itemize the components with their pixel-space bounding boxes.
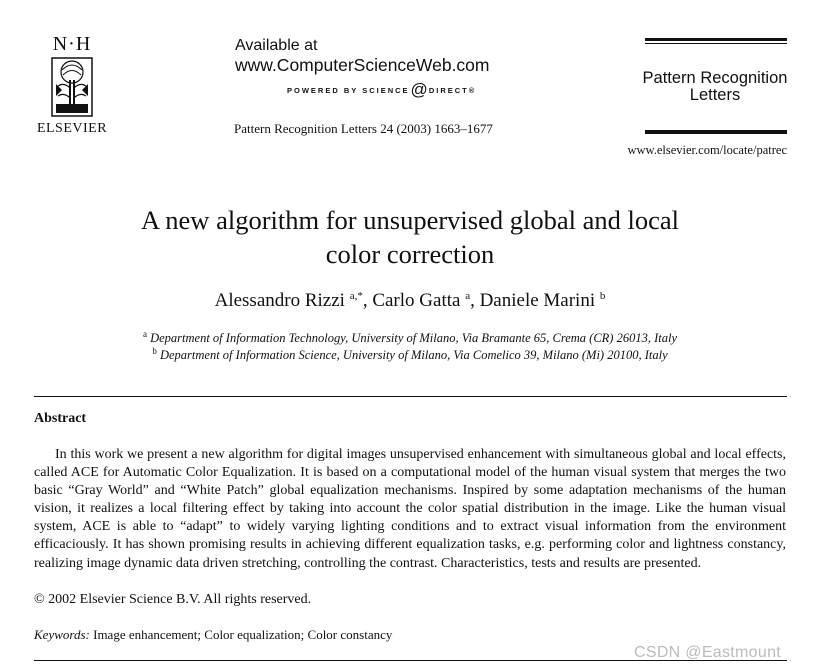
abstract-heading: Abstract [34,411,87,426]
copyright-notice: © 2002 Elsevier Science B.V. All rights reserved. [34,592,312,607]
publisher-logo [34,34,110,137]
author-affiliation-mark: a,* [349,290,363,302]
available-at-text: Available at [235,37,318,54]
header-rule-bottom [645,128,787,134]
powered-by-suffix: DIRECT® [428,86,477,95]
author-name: Alessandro Rizzi [214,290,345,311]
paper-title [60,203,760,271]
affiliation-text: Department of Information Technology, University of Milano, Via Bramante 65, Crema (CR) 26013, Italy [150,331,678,345]
abstract-divider [34,396,787,397]
csdn-watermark: CSDN @Eastmount [634,644,782,661]
affiliation-mark: b [152,346,157,356]
journal-citation: Pattern Recognition Letters 24 (2003) 1663–1677 [234,121,493,136]
logo-nh-text: N·H [52,33,92,55]
author-affiliation-mark: b [599,290,606,302]
keywords-list: Image enhancement; Color equalization; Color constancy [93,627,393,642]
title-line2: color correction [325,239,495,269]
journal-name-line2: Letters [689,86,741,104]
science-direct-at-icon: @ [410,80,428,99]
keywords-line [34,627,392,643]
affiliation-mark: a [142,329,147,339]
abstract-body: In this work we present a new algorithm for digital images unsupervised enhancement with simultaneous global and local effects, called ACE for Automatic Color Equalization. It is based on a computational model of the human visual system that merges the two basic “Gray World” and “White Patch” global equalization mechanisms. Inspired by some adaptation mechanisms of the human vision, it realizes a local filtering effect by taking into account the color spatial distribution in the image. Like the human visual system, ACE is able to “adapt” to widely varying lighting conditions and to extract visual information from the environment efficaciously. It has shown promising results in achieving different equalization tasks, e.g. performing color and lightness constancy, realizing image dynamic data driven stretching, controlling the contrast. Characteristics, tests and results are presented. [34,447,786,571]
author-list [60,290,760,312]
keywords-label: Keywords: [34,627,90,642]
elsevier-tree-icon [50,56,94,118]
journal-url-link[interactable]: www.elsevier.com/locate/patrec [627,143,787,157]
title-line1: A new algorithm for unsupervised global and local [141,205,679,235]
author-affiliation-mark: a [465,290,471,302]
computer-science-web-url[interactable]: www.ComputerScienceWeb.com [235,55,490,75]
journal-name-line1: Pattern Recognition [642,69,788,87]
journal-name [640,70,790,104]
powered-by-science-direct [287,80,476,100]
author-name: Carlo Gatta [372,290,461,311]
affiliation-text: Department of Information Science, University of Milano, Via Comelico 39, Milano (Mi) 20100, Italy [159,348,668,362]
affiliation-a [40,331,780,346]
author-name: Daniele Marini [479,290,596,311]
affiliation-b [40,348,780,363]
header-rule-top [645,38,787,44]
powered-by-prefix: POWERED BY SCIENCE [287,86,410,95]
author-separator: , [470,290,480,311]
author-separator: , [362,290,373,311]
logo-elsevier-text: ELSEVIER [36,121,108,136]
